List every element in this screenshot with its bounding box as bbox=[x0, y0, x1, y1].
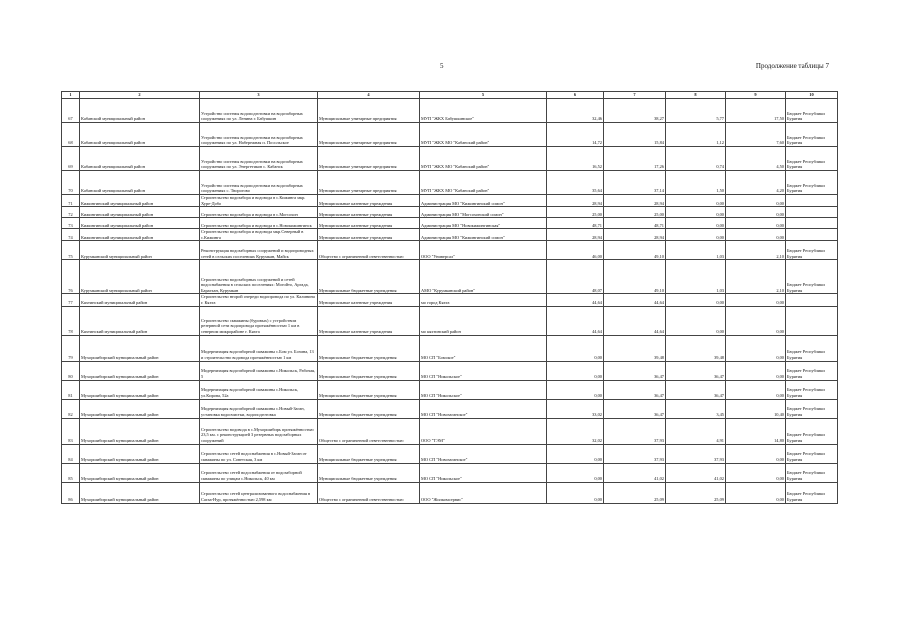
table-cell: 25,09 bbox=[666, 482, 726, 503]
table-cell: Мухоршибирский муниципальный район bbox=[80, 444, 200, 463]
table-cell: Кяхтинский муниципальный район bbox=[80, 294, 200, 306]
column-number-2: 2 bbox=[80, 92, 200, 99]
table-cell: Администрация МО "Кижингинский сомон" bbox=[420, 195, 547, 207]
table-cell: Общество с ограниченной ответственностью bbox=[318, 418, 420, 444]
table-cell: 44,64 bbox=[547, 294, 604, 306]
table-cell bbox=[786, 229, 838, 241]
table-cell: 0,00 bbox=[726, 482, 786, 503]
table-cell: Общество с ограниченной ответственностью bbox=[318, 241, 420, 260]
table-row bbox=[62, 147, 838, 171]
table-cell: Мухоршибирский муниципальный район bbox=[80, 380, 200, 399]
table-row bbox=[62, 444, 838, 463]
table-cell: Устройство системы водоподготовки на водозаборных сооружениях с. Творогово bbox=[200, 171, 318, 195]
table-cell: 0,00 bbox=[666, 306, 726, 335]
table-cell: 10,40 bbox=[726, 399, 786, 418]
table-cell: 4,50 bbox=[726, 147, 786, 171]
table-cell: Бюджет Республики Бурятия bbox=[786, 335, 838, 361]
table-cell: Бюджет Республики Бурятия bbox=[786, 171, 838, 195]
table-cell: Муниципальные унитарные предприятия bbox=[318, 123, 420, 147]
table-continuation-label: Продолжение таблицы 7 bbox=[755, 62, 829, 70]
table-cell: 44,64 bbox=[547, 306, 604, 335]
table-cell: 14,72 bbox=[547, 123, 604, 147]
table-cell: Бюджет Республики Бурятия bbox=[786, 241, 838, 260]
table-cell: Кижингинский муниципальный район bbox=[80, 195, 200, 207]
table-cell: 49,10 bbox=[604, 260, 666, 294]
table-cell: 77 bbox=[62, 294, 80, 306]
table-cell: 17,26 bbox=[604, 147, 666, 171]
table-cell: МУП "ЖКХ МО "Кабанский район" bbox=[420, 171, 547, 195]
table-cell: 0,00 bbox=[547, 463, 604, 482]
table-cell: 4,20 bbox=[726, 171, 786, 195]
table-cell: 1,12 bbox=[666, 123, 726, 147]
table-cell: 76 bbox=[62, 260, 80, 294]
table-cell: 0,00 bbox=[726, 444, 786, 463]
table-cell: 70 bbox=[62, 171, 80, 195]
table-row bbox=[62, 207, 838, 218]
table-cell: МО СП "Новозаганское" bbox=[420, 399, 547, 418]
table-cell: Муниципальные бюджетные учреждения bbox=[318, 380, 420, 399]
table-cell: 80 bbox=[62, 361, 80, 380]
table-cell: Муниципальные бюджетные учреждения bbox=[318, 444, 420, 463]
table-cell: Мухоршибирский муниципальный район bbox=[80, 418, 200, 444]
table-cell: Бюджет Республики Бурятия bbox=[786, 380, 838, 399]
table-cell: МО СП "Бомское" bbox=[420, 335, 547, 361]
table-cell: 48,71 bbox=[547, 218, 604, 229]
table-cell: Муниципальные казенные учреждения bbox=[318, 294, 420, 306]
table-cell: 4,91 bbox=[666, 418, 726, 444]
table-cell: Строительство сетей водоснабжения в с.Новый-Заган от скважины по ул. Советская, 3 км bbox=[200, 444, 318, 463]
table-cell: 44,64 bbox=[604, 306, 666, 335]
table-cell: 0,00 bbox=[666, 294, 726, 306]
table-row bbox=[62, 171, 838, 195]
column-number-4: 4 bbox=[318, 92, 420, 99]
table-cell: Бюджет Республики Бурятия bbox=[786, 482, 838, 503]
table-cell: 7,60 bbox=[726, 123, 786, 147]
table-cell: МО СП "Никольское" bbox=[420, 361, 547, 380]
column-number-9: 9 bbox=[726, 92, 786, 99]
table-cell: 41,02 bbox=[604, 463, 666, 482]
table-cell: 83 bbox=[62, 418, 80, 444]
table-cell: 0,74 bbox=[666, 147, 726, 171]
table-cell: 86 bbox=[62, 482, 80, 503]
table-cell: 35,64 bbox=[547, 171, 604, 195]
table-cell: 0,00 bbox=[726, 380, 786, 399]
column-number-5: 5 bbox=[420, 92, 547, 99]
table-row bbox=[62, 123, 838, 147]
table-cell: 0,00 bbox=[726, 361, 786, 380]
table-cell: Кабанский муниципальный район bbox=[80, 147, 200, 171]
table-cell: 38,27 bbox=[604, 99, 666, 123]
table-row bbox=[62, 229, 838, 241]
column-number-1: 1 bbox=[62, 92, 80, 99]
table-cell: 0,00 bbox=[726, 195, 786, 207]
table-cell: Строительство водозабора и водовода в с.Кижинга мкр. Хуре-Добо bbox=[200, 195, 318, 207]
table-cell: 28,94 bbox=[547, 195, 604, 207]
table-cell: 84 bbox=[62, 444, 80, 463]
table-cell: 17,50 bbox=[726, 99, 786, 123]
table-cell: Муниципальные бюджетные учреждения bbox=[318, 260, 420, 294]
table-cell: Модернизация водозаборной скважины с.Никольск, ул.Кирова, 52а bbox=[200, 380, 318, 399]
table-cell: 2,10 bbox=[726, 241, 786, 260]
table-cell: Строительство водовода в с.Мухоршибирь протяжённостью 23,5 км. с реконструкцией 3 резервных водозаборных сооружений bbox=[200, 418, 318, 444]
table-row bbox=[62, 463, 838, 482]
table-row bbox=[62, 241, 838, 260]
table-row bbox=[62, 260, 838, 294]
table-cell: Мухоршибирский муниципальный район bbox=[80, 463, 200, 482]
table-cell: 1,03 bbox=[666, 241, 726, 260]
table-row bbox=[62, 335, 838, 361]
table-cell: 0,00 bbox=[726, 463, 786, 482]
table-cell: 16,52 bbox=[547, 147, 604, 171]
table-cell: Муниципальные бюджетные учреждения bbox=[318, 335, 420, 361]
table-cell: 69 bbox=[62, 147, 80, 171]
table-cell: МО СП "Новозаганское" bbox=[420, 444, 547, 463]
table-cell: 78 bbox=[62, 306, 80, 335]
table-cell: 37,14 bbox=[604, 171, 666, 195]
table-cell: Муниципальные казенные учреждения bbox=[318, 229, 420, 241]
table-cell: 36,47 bbox=[666, 380, 726, 399]
table-cell: 28,94 bbox=[547, 229, 604, 241]
table-cell: 44,64 bbox=[604, 294, 666, 306]
table-cell: 36,47 bbox=[604, 361, 666, 380]
table-cell: 25,09 bbox=[604, 482, 666, 503]
table-cell: Бюджет Республики Бурятия bbox=[786, 418, 838, 444]
table-cell: Муниципальные казенные учреждения bbox=[318, 195, 420, 207]
column-number-6: 6 bbox=[547, 92, 604, 99]
table-cell: 37,93 bbox=[666, 444, 726, 463]
table-cell: 0,00 bbox=[726, 306, 786, 335]
table-cell: Бюджет Республики Бурятия bbox=[786, 444, 838, 463]
table-row bbox=[62, 218, 838, 229]
table-cell: Бюджет Республики Бурятия bbox=[786, 99, 838, 123]
column-number-8: 8 bbox=[666, 92, 726, 99]
column-number-10: 10 bbox=[786, 92, 838, 99]
table-cell: 1,50 bbox=[666, 171, 726, 195]
table-cell: 0,00 bbox=[726, 229, 786, 241]
table-cell: 36,47 bbox=[604, 399, 666, 418]
table-cell: Муниципальные казенные учреждения bbox=[318, 306, 420, 335]
table-cell: 2,10 bbox=[726, 260, 786, 294]
table-cell: 39,48 bbox=[666, 335, 726, 361]
table-cell: ООО "Универсал" bbox=[420, 241, 547, 260]
column-number-row bbox=[62, 92, 838, 99]
table-cell: 67 bbox=[62, 99, 80, 123]
table-row bbox=[62, 195, 838, 207]
table-cell: 0,00 bbox=[666, 218, 726, 229]
table-cell: 73 bbox=[62, 218, 80, 229]
table-cell: 68 bbox=[62, 123, 80, 147]
table-cell: Модернизация водозаборной скважины с.Новый-Заган, установка водоочистки, водоподготовка bbox=[200, 399, 318, 418]
table-cell: 33,02 bbox=[547, 399, 604, 418]
table-row bbox=[62, 306, 838, 335]
table-cell: Строительство водозабора и водовода в с.Новокижингинск bbox=[200, 218, 318, 229]
table-cell bbox=[786, 306, 838, 335]
table-cell: 5,77 bbox=[666, 99, 726, 123]
table-cell: 0,00 bbox=[547, 380, 604, 399]
table-cell: Кабанский муниципальный район bbox=[80, 99, 200, 123]
table-row bbox=[62, 482, 838, 503]
table-cell: 79 bbox=[62, 335, 80, 361]
table-cell: Бюджет Республики Бурятия bbox=[786, 361, 838, 380]
table-cell: 15,84 bbox=[604, 123, 666, 147]
table-cell: 0,00 bbox=[547, 361, 604, 380]
table-body bbox=[62, 99, 838, 504]
table-cell: 0,00 bbox=[726, 294, 786, 306]
table-cell: 48,07 bbox=[547, 260, 604, 294]
table-cell: Бюджет Республики Бурятия bbox=[786, 147, 838, 171]
table-row bbox=[62, 418, 838, 444]
table-cell: 0,00 bbox=[547, 482, 604, 503]
table-cell: 14,80 bbox=[726, 418, 786, 444]
table-cell: Мухоршибирский муниципальный район bbox=[80, 361, 200, 380]
table-cell: Мухоршибирский муниципальный район bbox=[80, 399, 200, 418]
table-cell: 32,02 bbox=[547, 418, 604, 444]
table-cell: 36,47 bbox=[604, 380, 666, 399]
table-cell: Строительство водозабора и водовода в с.Могсохон bbox=[200, 207, 318, 218]
table-cell: 85 bbox=[62, 463, 80, 482]
table-cell: 0,00 bbox=[547, 335, 604, 361]
table-cell: Муниципальные казенные учреждения bbox=[318, 207, 420, 218]
table-cell: Общество с ограниченной ответственностью bbox=[318, 482, 420, 503]
table-cell: 0,00 bbox=[666, 207, 726, 218]
table-cell: 1,03 bbox=[666, 260, 726, 294]
table-cell: Муниципальные унитарные предприятия bbox=[318, 147, 420, 171]
table-cell: АМО "Курумканский район" bbox=[420, 260, 547, 294]
table-cell: 48,71 bbox=[604, 218, 666, 229]
table-cell: 28,94 bbox=[604, 229, 666, 241]
table-row bbox=[62, 380, 838, 399]
table-cell: 74 bbox=[62, 229, 80, 241]
table-cell: 0,00 bbox=[726, 335, 786, 361]
table-cell: 36,47 bbox=[666, 361, 726, 380]
column-number-7: 7 bbox=[604, 92, 666, 99]
table-cell: 71 bbox=[62, 195, 80, 207]
table-cell: Бюджет Республики Бурятия bbox=[786, 123, 838, 147]
table-cell: Устройство системы водоподготовки на водозаборных сооружениях по ул. Набережная п. Посольское bbox=[200, 123, 318, 147]
table-row bbox=[62, 361, 838, 380]
table-cell: Кабанский муниципальный район bbox=[80, 171, 200, 195]
table-cell: Муниципальные унитарные предприятия bbox=[318, 171, 420, 195]
table-cell: Бюджет Республики Бурятия bbox=[786, 260, 838, 294]
table-cell: мо кяхтинский район bbox=[420, 306, 547, 335]
column-number-3: 3 bbox=[200, 92, 318, 99]
table-cell bbox=[786, 207, 838, 218]
table-cell: Мухоршибирский муниципальный район bbox=[80, 335, 200, 361]
table-cell: Строительство второй очереди водопровода по ул. Калинина г. Кяхта bbox=[200, 294, 318, 306]
table-cell: 39,48 bbox=[604, 335, 666, 361]
table-cell: мо город Кяхта bbox=[420, 294, 547, 306]
table-cell: МО СП "Никольское" bbox=[420, 463, 547, 482]
table-cell: 72 bbox=[62, 207, 80, 218]
table-cell: 3,45 bbox=[666, 399, 726, 418]
table-cell: 82 bbox=[62, 399, 80, 418]
table-cell: 32,46 bbox=[547, 99, 604, 123]
table-cell: Муниципальные казенные учреждения bbox=[318, 218, 420, 229]
table-cell: Муниципальные бюджетные учреждения bbox=[318, 399, 420, 418]
table-cell: Строительство сетей централизованного водоснабжения в Сагаа-Нур, протяжённостью 2,598 км bbox=[200, 482, 318, 503]
table-cell: Кижингинский муниципальный район bbox=[80, 218, 200, 229]
table-cell: Устройство системы водоподготовки на водозаборных сооружениях по ул. Энергетиков с. Кабанск bbox=[200, 147, 318, 171]
table-cell: Строительство сетей водоснабжения от водозаборной скважины по улицам с.Никольск, 40 км bbox=[200, 463, 318, 482]
table-cell: 25,00 bbox=[604, 207, 666, 218]
data-table bbox=[61, 91, 838, 504]
table-cell: ООО "Жилкомсервис" bbox=[420, 482, 547, 503]
table-cell: МУП "ЖКХ МО "Кабанский район" bbox=[420, 147, 547, 171]
table-cell bbox=[786, 195, 838, 207]
table-cell: Кижингинский муниципальный район bbox=[80, 229, 200, 241]
table-cell: 41,02 bbox=[666, 463, 726, 482]
table-cell: Реконструкция водозаборных сооружений и водопроводных сетей в сельских поселениях Курумкан, Майск bbox=[200, 241, 318, 260]
table-cell: 81 bbox=[62, 380, 80, 399]
table-cell: Курумканский муниципальный район bbox=[80, 241, 200, 260]
table-cell: Курумканский муниципальный район bbox=[80, 260, 200, 294]
table-cell: Строительство водозабора и водовода мкр.Северный в с.Кижинга bbox=[200, 229, 318, 241]
table-cell: 46,00 bbox=[547, 241, 604, 260]
table-cell: 49,10 bbox=[604, 241, 666, 260]
table-cell: 0,00 bbox=[666, 195, 726, 207]
table-cell: 0,00 bbox=[666, 229, 726, 241]
table-cell: 0,00 bbox=[547, 444, 604, 463]
table-cell: Муниципальные бюджетные учреждения bbox=[318, 463, 420, 482]
table-cell: Модернизация водозаборной скважины с.Никольск, Рабочая, 5 bbox=[200, 361, 318, 380]
table-cell: Администрация МО "Новокижингинская" bbox=[420, 218, 547, 229]
table-cell: Бюджет Республики Бурятия bbox=[786, 463, 838, 482]
table-cell: МУП "ЖКХ Бабушкинское" bbox=[420, 99, 547, 123]
table-cell: Строительство скважины (буровых) с устройством резервной сети водопровода протяжённостью 1 км в северном микрорайоне г. Кяхта bbox=[200, 306, 318, 335]
table-cell: МУП "ЖКХ МО "Кабанский район" bbox=[420, 123, 547, 147]
page-number: 5 bbox=[440, 62, 444, 70]
table-row bbox=[62, 399, 838, 418]
table-cell bbox=[786, 294, 838, 306]
table-cell: ООО "ТЭМ" bbox=[420, 418, 547, 444]
table-cell: Муниципальные бюджетные учреждения bbox=[318, 361, 420, 380]
table-cell: МО СП "Никольское" bbox=[420, 380, 547, 399]
table-cell: Строительство водозаборных сооружений и сетей водоснабжения в сельских поселениях: Могойто, Аргада, Барагхан, Курумкан bbox=[200, 260, 318, 294]
table-row bbox=[62, 99, 838, 123]
table-cell: 0,00 bbox=[726, 218, 786, 229]
table-cell: Модернизация водозаборной скважины с.Бом ул. Бозина, 13 и строительство водовода протяжённостью 1 км bbox=[200, 335, 318, 361]
table-cell: Кабанский муниципальный район bbox=[80, 123, 200, 147]
table-cell: 25,00 bbox=[547, 207, 604, 218]
table-cell: Устройство системы водоподготовки на водозаборных сооружениях по ул. Ленина г. Бабушкин bbox=[200, 99, 318, 123]
table-cell: 75 bbox=[62, 241, 80, 260]
table-cell: Администрация МО "Кижингинский сомон" bbox=[420, 229, 547, 241]
table-cell: Муниципальные унитарные предприятия bbox=[318, 99, 420, 123]
table-cell: Администрация МО "Могсохонский сомон" bbox=[420, 207, 547, 218]
table-row bbox=[62, 294, 838, 306]
table-cell: Бюджет Республики Бурятия bbox=[786, 399, 838, 418]
table-cell: Кяхтинский муниципальный район bbox=[80, 306, 200, 335]
table-cell: 37,93 bbox=[604, 444, 666, 463]
table-cell: Кижингинский муниципальный район bbox=[80, 207, 200, 218]
table-cell: 37,93 bbox=[604, 418, 666, 444]
table-cell: Мухоршибирский муниципальный район bbox=[80, 482, 200, 503]
table-cell: 0,00 bbox=[726, 207, 786, 218]
table-cell: 28,94 bbox=[604, 195, 666, 207]
table-cell bbox=[786, 218, 838, 229]
